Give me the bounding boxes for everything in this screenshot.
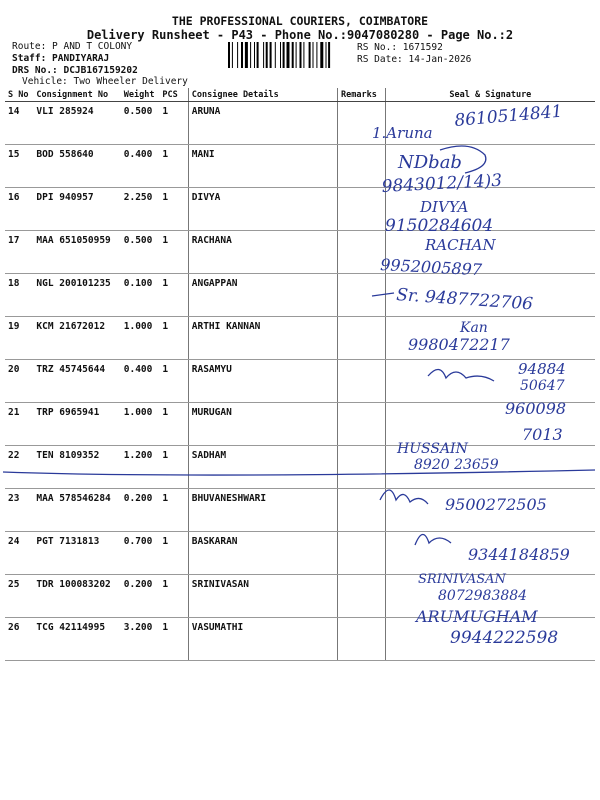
- table-row: [5, 446, 595, 489]
- row-signature: [385, 446, 595, 489]
- barcode-bar: [270, 42, 272, 68]
- row-consignee: DIVYA: [188, 188, 337, 231]
- row-pcs: 1: [159, 102, 188, 145]
- barcode-bar: [254, 42, 255, 68]
- barcode-bar: [309, 42, 311, 68]
- handwriting: 8072983884: [438, 588, 528, 604]
- row-remarks: [338, 489, 386, 532]
- row-remarks: [338, 446, 386, 489]
- table-row: [5, 618, 595, 661]
- row-consignee: MURUGAN: [188, 403, 337, 446]
- handwriting: Kan: [460, 320, 488, 336]
- row-weight: 1.200: [121, 446, 160, 489]
- table-row: [5, 403, 595, 446]
- drs-label: DRS No.: DCJB167159202: [12, 65, 138, 76]
- barcode-bar: [263, 42, 264, 68]
- row-signature: [385, 102, 595, 145]
- handwriting: 9944222598: [450, 628, 559, 648]
- handwriting: 9980472217: [408, 335, 510, 354]
- handwriting: 9500272505: [445, 495, 547, 514]
- row-sno: 21: [5, 403, 33, 446]
- row-pcs: 1: [159, 446, 188, 489]
- row-signature: [385, 532, 595, 575]
- row-remarks: [338, 403, 386, 446]
- row-sno: 25: [5, 575, 33, 618]
- row-consignee: BASKARAN: [188, 532, 337, 575]
- row-consignment: DPI 940957: [33, 188, 120, 231]
- row-remarks: [338, 145, 386, 188]
- table-row: [5, 274, 595, 317]
- row-signature: [385, 618, 595, 661]
- row-remarks: [338, 532, 386, 575]
- route-label: Route: P AND T COLONY: [12, 41, 133, 52]
- handwriting: 9150284604: [385, 216, 494, 236]
- handwriting: 8920 23659: [414, 457, 499, 473]
- row-consignee: ARUNA: [188, 102, 337, 145]
- table-row: [5, 489, 595, 532]
- row-signature: [385, 188, 595, 231]
- handwriting: 94884: [518, 360, 566, 378]
- row-weight: 0.400: [121, 145, 160, 188]
- row-signature: [385, 274, 595, 317]
- row-sno: 14: [5, 102, 33, 145]
- barcode-bar: [326, 42, 327, 68]
- row-remarks: [338, 618, 386, 661]
- runsheet-table: [5, 88, 595, 661]
- row-weight: 3.200: [121, 618, 160, 661]
- col-signature: Seal & Signature: [385, 88, 595, 102]
- row-signature: [385, 575, 595, 618]
- barcode-bar: [283, 42, 285, 68]
- row-consignee: RASAMYU: [188, 360, 337, 403]
- row-consignment: BOD 558640: [33, 145, 120, 188]
- row-sno: 22: [5, 446, 33, 489]
- row-remarks: [338, 188, 386, 231]
- row-sno: 17: [5, 231, 33, 274]
- table-row: [5, 575, 595, 618]
- row-sno: 15: [5, 145, 33, 188]
- table-row: [5, 360, 595, 403]
- row-signature: [385, 403, 595, 446]
- col-sno: S No: [5, 88, 33, 102]
- row-pcs: 1: [159, 532, 188, 575]
- row-remarks: [338, 575, 386, 618]
- row-consignee: SRINIVASAN: [188, 575, 337, 618]
- row-weight: 0.400: [121, 360, 160, 403]
- barcode-bar: [316, 42, 317, 68]
- runsheet-title: Delivery Runsheet - P43 - Phone No.:9047080280 - Page No.:2: [86, 28, 514, 42]
- row-weight: 0.200: [121, 575, 160, 618]
- row-sno: 16: [5, 188, 33, 231]
- barcode-bar: [328, 42, 330, 68]
- barcode-bar: [275, 42, 276, 68]
- handwriting: HUSSAIN: [397, 441, 468, 457]
- table-row: [5, 317, 595, 360]
- row-consignment: MAA 578546284: [33, 489, 120, 532]
- row-consignee: ANGAPPAN: [188, 274, 337, 317]
- row-remarks: [338, 360, 386, 403]
- row-consignment: TRP 6965941: [33, 403, 120, 446]
- handwriting: RACHAN: [425, 236, 496, 254]
- table-row: [5, 231, 595, 274]
- row-weight: 2.250: [121, 188, 160, 231]
- row-remarks: [338, 231, 386, 274]
- col-remarks: Remarks: [338, 88, 386, 102]
- row-consignee: BHUVANESHWARI: [188, 489, 337, 532]
- row-weight: 0.500: [121, 231, 160, 274]
- row-consignee: MANI: [188, 145, 337, 188]
- handwriting: 960098: [505, 399, 567, 418]
- table-header-row: [5, 88, 595, 102]
- row-pcs: 1: [159, 360, 188, 403]
- row-consignment: TDR 100083202: [33, 575, 120, 618]
- row-sno: 18: [5, 274, 33, 317]
- row-consignment: TCG 42114995: [33, 618, 120, 661]
- row-sno: 23: [5, 489, 33, 532]
- row-consignment: VLI 285924: [33, 102, 120, 145]
- staff-label: Staff: PANDIYARAJ: [12, 53, 110, 64]
- row-consignment: MAA 651050959: [33, 231, 120, 274]
- row-weight: 0.700: [121, 532, 160, 575]
- row-weight: 0.100: [121, 274, 160, 317]
- barcode-bar: [296, 42, 297, 68]
- table-row: [5, 102, 595, 145]
- handwriting: 8610514841: [453, 101, 564, 131]
- row-weight: 1.000: [121, 403, 160, 446]
- row-pcs: 1: [159, 145, 188, 188]
- row-weight: 0.500: [121, 102, 160, 145]
- row-sno: 19: [5, 317, 33, 360]
- handwriting: ARUMUGHAM: [416, 607, 538, 626]
- company-name: THE PROFESSIONAL COURIERS, COIMBATORE: [171, 14, 429, 28]
- row-pcs: 1: [159, 317, 188, 360]
- handwriting: 50647: [520, 378, 565, 394]
- rs-date: RS Date: 14-Jan-2026: [357, 54, 472, 65]
- handwriting: NDbab: [398, 152, 462, 173]
- col-pcs: PCS: [159, 88, 188, 102]
- row-weight: 1.000: [121, 317, 160, 360]
- row-consignment: KCM 21672012: [33, 317, 120, 360]
- handwriting: DIVYA: [420, 198, 469, 216]
- barcode-bar: [320, 42, 323, 68]
- row-consignment: TRZ 45745644: [33, 360, 120, 403]
- col-weight: Weight: [121, 88, 160, 102]
- row-sno: 26: [5, 618, 33, 661]
- row-consignee: VASUMATHI: [188, 618, 337, 661]
- handwriting: 9344184859: [468, 545, 570, 564]
- row-signature: [385, 231, 595, 274]
- row-pcs: 1: [159, 188, 188, 231]
- barcode-bar: [250, 42, 251, 68]
- row-sno: 24: [5, 532, 33, 575]
- table-row: [5, 532, 595, 575]
- handwriting: 1.Aruna: [372, 124, 433, 142]
- row-consignment: NGL 200101235: [33, 274, 120, 317]
- row-signature: [385, 317, 595, 360]
- row-pcs: 1: [159, 618, 188, 661]
- row-consignee: RACHANA: [188, 231, 337, 274]
- barcode-bar: [280, 42, 281, 68]
- barcode-bar: [228, 42, 230, 68]
- row-signature: [385, 145, 595, 188]
- table-row: [5, 145, 595, 188]
- barcode-bar: [237, 42, 238, 68]
- handwriting: 9843012/14)3: [381, 170, 503, 197]
- row-remarks: [338, 102, 386, 145]
- row-consignee: ARTHI KANNAN: [188, 317, 337, 360]
- row-pcs: 1: [159, 274, 188, 317]
- row-consignee: SADHAM: [188, 446, 337, 489]
- row-weight: 0.200: [121, 489, 160, 532]
- row-signature: [385, 360, 595, 403]
- handwriting: 7013: [522, 425, 563, 444]
- row-remarks: [338, 317, 386, 360]
- barcode-bar: [266, 42, 268, 68]
- barcode-bar: [241, 42, 243, 68]
- barcode-bar: [257, 42, 259, 68]
- row-pcs: 1: [159, 489, 188, 532]
- handwriting: SRINIVASAN: [418, 572, 506, 587]
- table-row: [5, 188, 595, 231]
- col-consignment: Consignment No: [33, 88, 120, 102]
- row-pcs: 1: [159, 575, 188, 618]
- barcode-bar: [292, 42, 294, 68]
- row-consignment: PGT 7131813: [33, 532, 120, 575]
- row-sno: 20: [5, 360, 33, 403]
- vehicle-label: Vehicle: Two Wheeler Delivery: [22, 76, 188, 87]
- barcode-bar: [300, 42, 302, 68]
- handwriting: 9952005897: [379, 255, 483, 280]
- col-consignee: Consignee Details: [188, 88, 337, 102]
- handwriting: Sr. 9487722706: [395, 285, 534, 315]
- barcode-image: [228, 42, 353, 68]
- row-consignment: TEN 8109352: [33, 446, 120, 489]
- row-remarks: [338, 274, 386, 317]
- row-pcs: 1: [159, 231, 188, 274]
- row-pcs: 1: [159, 403, 188, 446]
- barcode-bar: [303, 42, 304, 68]
- barcode-bar: [232, 42, 233, 68]
- barcode-bar: [245, 42, 248, 68]
- row-signature: [385, 489, 595, 532]
- barcode-bar: [287, 42, 290, 68]
- rs-number: RS No.: 1671592: [357, 42, 443, 53]
- barcode-bar: [313, 42, 314, 68]
